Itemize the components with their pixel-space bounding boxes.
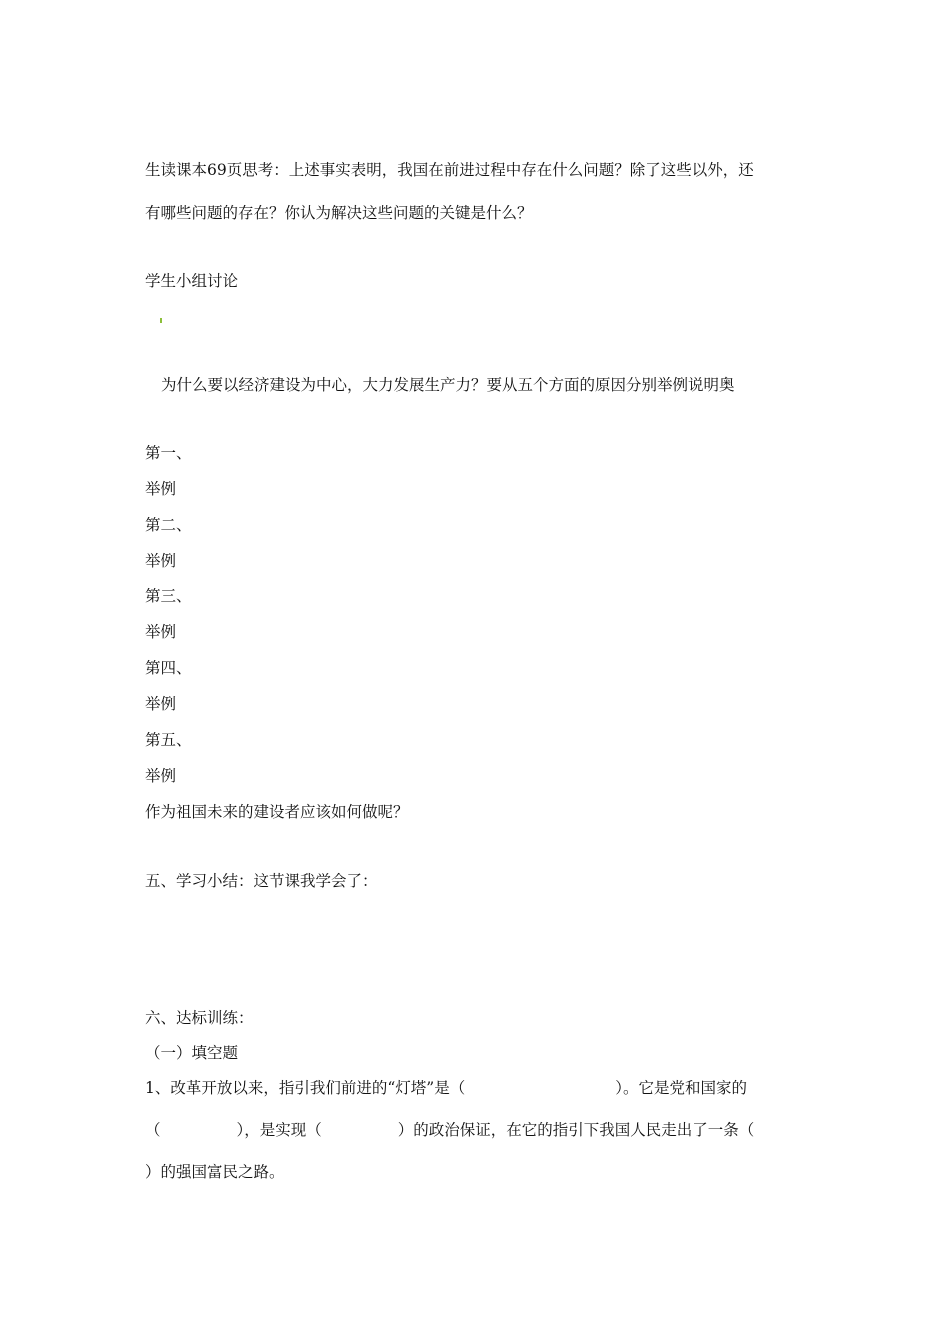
question-1-part-3: （ (145, 1121, 161, 1139)
summary-heading: 五、学习小结：这节课我学会了： (145, 872, 378, 890)
group-discussion-heading: 学生小组讨论 (145, 272, 239, 290)
question-1-part-4: ），是实现（ (236, 1121, 322, 1139)
builder-question: 作为祖国未来的建设者应该如何做呢？ (145, 803, 409, 821)
discussion-question: 为什么要以经济建设为中心，大力发展生产力？要从五个方面的原因分别举例说明奥 (161, 376, 735, 394)
point-5-example: 举例 (145, 767, 177, 785)
point-3-label: 第三、 (145, 587, 192, 605)
point-2-example: 举例 (145, 552, 177, 570)
point-5-label: 第五、 (145, 731, 192, 749)
intro-line-1 (145, 160, 805, 180)
question-1-part-5: ）的政治保证，在它的指引下我国人民走出了一条（ (397, 1121, 755, 1139)
question-1-line-2-content (145, 1120, 754, 1140)
question-1-line-3: ）的强国富民之路。 (145, 1163, 285, 1181)
intro-text-1: 生读课本69页思考：上述事实表明，我国在前进过程中存在什么问题？除了这些以外，还 (145, 161, 754, 179)
point-2-label: 第二、 (145, 516, 192, 534)
small-mark (160, 318, 162, 323)
point-4-label: 第四、 (145, 659, 192, 677)
training-heading: 六、达标训练： (145, 1009, 254, 1027)
point-4-example: 举例 (145, 695, 177, 713)
point-3-example: 举例 (145, 623, 177, 641)
point-1-label: 第一、 (145, 444, 192, 462)
question-1-part-1: 1、改革开放以来，指引我们前进的“灯塔”是（ (145, 1079, 466, 1097)
question-1-part-2: ）。它是党和国家的 (615, 1079, 747, 1097)
intro-line-2: 有哪些问题的存在？你认为解决这些问题的关键是什么？ (145, 204, 533, 222)
question-1-line-1 (145, 1078, 747, 1098)
fill-blank-heading: （一）填空题 (145, 1044, 239, 1062)
point-1-example: 举例 (145, 480, 177, 498)
question-1-line-2 (145, 1120, 805, 1140)
